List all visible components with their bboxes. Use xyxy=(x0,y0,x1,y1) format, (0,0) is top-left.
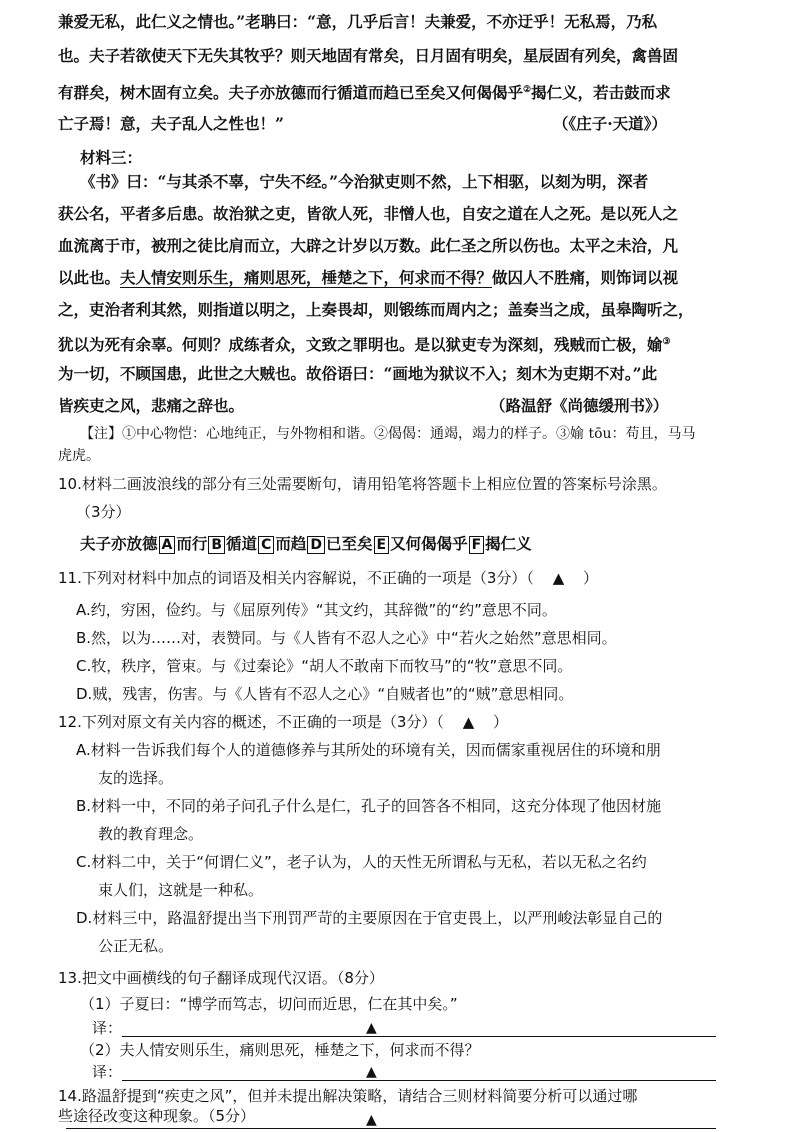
q11-close: ） xyxy=(583,569,599,587)
q13-stem: 13.把文中画横线的句子翻译成现代汉语。（8分） xyxy=(58,969,384,987)
q12-stem-text: 12.下列对原文有关内容的概述，不正确的一项是（3分）（ xyxy=(58,713,444,731)
notes-line-1: 【注】①中心物恺：心地纯正，与外物相和谐。②偈偈：通竭，竭力的样子。③媮 tōu：苟且，马马 xyxy=(80,426,696,442)
q12-close: ） xyxy=(493,713,509,731)
material3-line-4 xyxy=(58,268,678,288)
answer-mark-icon: ▲ xyxy=(366,1020,377,1036)
answer-mark-icon: ▲ xyxy=(552,569,565,587)
q11-stem-text: 11.下列对材料中加点的词语及相关内容解说，不正确的一项是（3分）（ xyxy=(58,569,534,587)
q12-option-a-2: 友的选择。 xyxy=(98,769,174,787)
q12-option-b-2: 教的教育理念。 xyxy=(98,825,204,843)
q10-option-a[interactable]: A xyxy=(159,536,176,554)
material3-line-6-text: 犹以为死有余辜。何则？成练者众，文致之罪明也。是以狱吏专为深刻，残贼而亡极，媮 xyxy=(58,335,663,355)
q10-option-b[interactable]: B xyxy=(208,536,225,554)
answer-line[interactable] xyxy=(66,1128,716,1129)
answer-mark-icon: ▲ xyxy=(366,1112,377,1128)
q10-stem-2: （3分） xyxy=(76,503,131,521)
underlined-sentence: 夫人情安则乐生，痛则思死，棰楚之下，何求而不得？ xyxy=(120,268,493,287)
q12-option-d-1: D.材料三中，路温舒提出当下刑罚严苛的主要原因在于官吏畏上，以严刑峻法彰显自己的 xyxy=(76,909,663,927)
q10-segment: 循道 xyxy=(226,534,258,553)
passage2-line-3-end: 揭仁义，若击鼓而求 xyxy=(531,83,671,103)
q10-stem-1: 10.材料二画波浪线的部分有三处需要断句，请用铅笔将答题卡上相应位置的答案标号涂黑。 xyxy=(58,475,667,493)
q12-option-b-1: B.材料一中，不同的弟子问孔子什么是仁，孔子的回答各不相同，这充分体现了他因材施 xyxy=(76,797,662,815)
material3-line-1: 《书》曰：“与其杀不辜，宁失不经。”今治狱吏则不然，上下相驱，以刻为明，深者 xyxy=(80,172,649,191)
q10-sentence xyxy=(80,534,532,554)
material3-line-8: 皆疾吏之风，悲痛之辞也。 xyxy=(58,396,245,415)
q13-sentence-1: （1）子夏曰：“博学而笃志，切问而近思，仁在其中矣。” xyxy=(80,995,458,1013)
passage2-line-1: 兼爱无私，此仁义之情也。”老聃曰：“意，几乎后言！夫兼爱，不亦迂乎！无私焉，乃私 xyxy=(58,12,658,31)
q14-stem-2: 些途径改变这种现象。（5分） xyxy=(58,1107,256,1125)
q12-option-c-1: C.材料二中，关于“何谓仁义”，老子认为，人的天性无所谓私与无私，若以无私之名约 xyxy=(76,853,647,871)
q10-option-d[interactable]: D xyxy=(307,536,325,554)
notes-line-2: 虎虎。 xyxy=(58,448,100,464)
q12-option-a-1: A.材料一告诉我们每个人的道德修养与其所处的环境有关，因而儒家重视居住的环境和朋 xyxy=(76,741,661,759)
q11-option-a: A.约，穷困，俭约。与《屈原列传》“其文约，其辞微”的“约”意思不同。 xyxy=(76,601,557,619)
material3-line-6 xyxy=(58,332,671,355)
q12-option-d-2: 公正无私。 xyxy=(98,937,174,955)
q14-stem-1: 14.路温舒提到“疾吏之风”，但并未提出解决策略，请结合三则材料简要分析可以通过哪 xyxy=(58,1087,638,1105)
q13-sentence-2: （2）夫人情安则乐生，痛则思死，棰楚之下，何求而不得？ xyxy=(80,1041,480,1059)
q12-stem xyxy=(58,712,508,732)
q12-option-c-2: 束人们，这就是一种私。 xyxy=(98,881,264,899)
q11-stem xyxy=(58,568,598,588)
q11-option-b: B.然，以为……对，表赞同。与《人皆有不忍人之心》中“若火之始然”意思相同。 xyxy=(76,629,617,647)
material3-line-4-pre: 以此也。 xyxy=(58,268,121,287)
answer-line[interactable] xyxy=(122,1080,716,1081)
q10-option-f[interactable]: F xyxy=(469,536,485,554)
q11-option-d: D.贼，残害，伤害。与《人皆有不忍人之心》“自贼者也”的“贼”意思相同。 xyxy=(76,685,574,703)
q10-segment: 已至矣 xyxy=(325,534,373,553)
material3-line-3: 血流离于市，被刑之徒比肩而立，大辟之计岁以万数。此仁圣之所以伤也。太平之未洽，凡 xyxy=(58,236,679,255)
q10-segment: 夫子亦放德 xyxy=(80,534,158,553)
answer-line[interactable] xyxy=(122,1036,716,1037)
q13-yi-1: 译： xyxy=(92,1019,123,1037)
passage2-line-4: 亡子焉！意，夫子乱人之性也！” xyxy=(58,114,284,133)
material3-line-7: 为一切，不顾国患，此世之大贼也。故俗语曰：“画地为狱议不入；刻木为吏期不对。”此 xyxy=(58,364,658,383)
passage2-source: （《庄子·天道》） xyxy=(553,114,667,133)
material3-source: （路温舒《尚德缓刑书》） xyxy=(490,396,669,415)
q11-option-c: C.牧，秩序，管束。与《过秦论》“胡人不敢南下而牧马”的“牧”意思不同。 xyxy=(76,657,573,675)
note-marker: ② xyxy=(523,85,532,95)
passage2-line-2: 也。夫子若欲使天下无失其牧乎？则天地固有常矣，日月固有明矣，星辰固有列矣，禽兽固 xyxy=(58,46,679,65)
q10-segment: 而趋 xyxy=(275,534,307,553)
material3-line-4-post: 做囚人不胜痛，则饰词以视 xyxy=(492,268,679,287)
q10-segment: 揭仁义 xyxy=(485,534,532,553)
material3-line-5: 之，吏治者利其然，则指道以明之，上奏畏却，则锻练而周内之；盖奏当之成，虽皋陶听之， xyxy=(58,300,694,319)
q10-segment: 又何偈偈乎 xyxy=(390,534,468,553)
passage2-line-3-text: 有群矣，树木固有立矣。夫子亦放德而行循道而趋已至矣又何偈偈乎 xyxy=(58,83,524,103)
q10-option-e[interactable]: E xyxy=(374,536,390,554)
answer-mark-icon: ▲ xyxy=(366,1064,377,1080)
answer-mark-icon: ▲ xyxy=(462,713,475,731)
q10-segment: 而行 xyxy=(176,534,208,553)
q10-option-c[interactable]: C xyxy=(258,536,274,554)
material3-line-2: 获公名，平者多后患。故治狱之吏，皆欲人死，非憎人也，自安之道在人之死。是以死人之 xyxy=(58,204,679,223)
material3-heading: 材料三： xyxy=(80,148,143,167)
note-marker: ③ xyxy=(662,337,671,347)
q13-yi-2: 译： xyxy=(92,1063,123,1081)
passage2-line-3 xyxy=(58,80,671,103)
